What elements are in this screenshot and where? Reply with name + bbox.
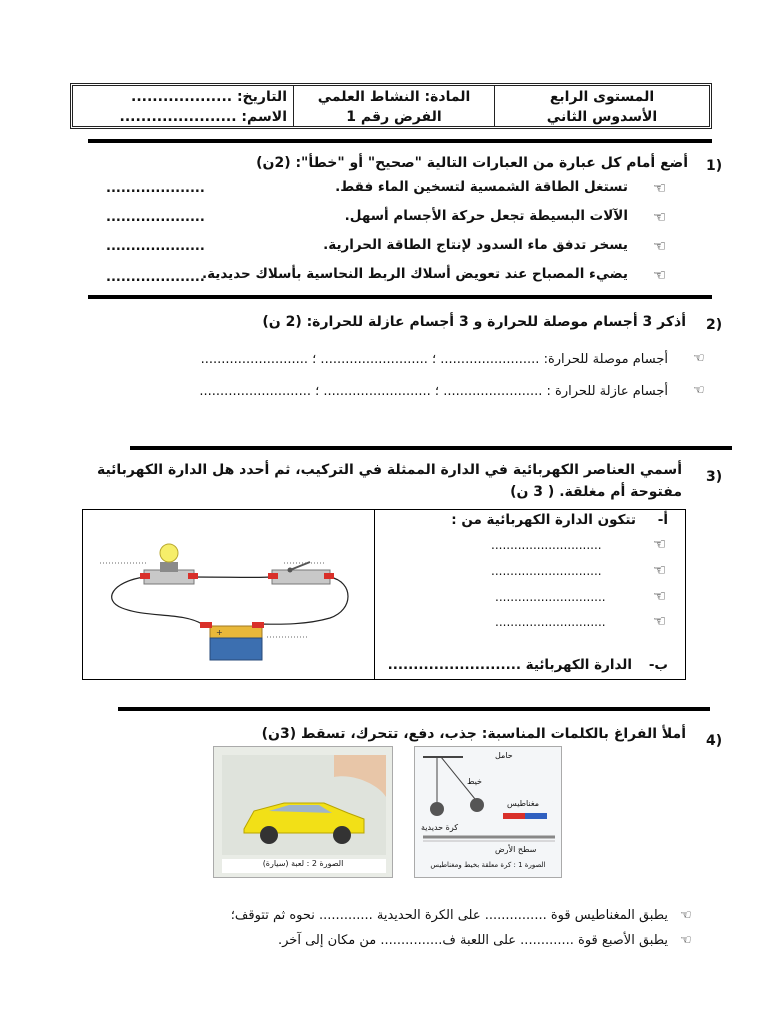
hand-pointer-icon: ☜ — [653, 208, 667, 226]
part-b-letter: ب- — [648, 657, 668, 673]
support-label: حامل — [495, 751, 513, 760]
part-a-letter: أ- — [657, 512, 668, 528]
statement-3: يسخر تدفق ماء السدود لإنتاج الطاقة الحرارية. — [323, 237, 628, 253]
question-1-number: 1) — [706, 158, 723, 174]
sentence-2: يطبق الأصبع قوة ............. على اللعبة ف............... من مكان إلى آخر. — [277, 933, 668, 948]
box-divider — [374, 509, 375, 680]
hand-pointer-icon: ☜ — [653, 561, 667, 579]
header-subject: المادة: النشاط العلمي — [317, 89, 471, 105]
hand-pointer-icon: ☜ — [653, 587, 667, 605]
hand-pointer-icon: ☜ — [653, 535, 667, 553]
answer-blank-3: .................... — [106, 239, 205, 254]
magnet-ball-photo — [414, 746, 562, 878]
hand-pointer-icon: ☜ — [653, 237, 667, 255]
answer-blank-1: .................... — [106, 181, 205, 196]
magnet-photo-caption: الصورة 1 : كرة معلقة بخيط ومغناطيس — [430, 861, 546, 869]
car-toy-photo — [213, 746, 393, 878]
element-blank-2: ............................. — [491, 564, 602, 578]
ball-label: كرة حديدية — [421, 823, 459, 832]
hand-pointer-icon: ☜ — [693, 383, 705, 398]
separator-line — [88, 139, 712, 143]
insulators-line: أجسام عازلة للحرارة : ........................ ؛ .......................... ؛ ........................... — [199, 384, 668, 399]
question-4-number: 4) — [706, 733, 723, 749]
header-level: المستوى الرابع — [549, 89, 655, 105]
header-table — [70, 83, 712, 129]
hand-pointer-icon: ☜ — [653, 266, 667, 284]
separator-line — [88, 295, 712, 299]
element-blank-3: ............................. — [495, 590, 606, 604]
header-date-cell — [73, 86, 293, 126]
name-field: الاسم: ...................... — [119, 109, 287, 125]
question-2-number: 2) — [706, 317, 723, 333]
statement-4: يضيء المصباح عند تعويض أسلاك الربط النحاسية بأسلاك حديدية. — [201, 266, 628, 282]
question-3-prompt-line1: أسمي العناصر الكهربائية في الدارة الممثلة في التركيب، ثم أحدد هل الدارة الكهربائية — [96, 462, 682, 478]
part-b-text: الدارة الكهربائية .......................... — [387, 657, 632, 673]
part-a-label: تتكون الدارة الكهربائية من : — [451, 512, 636, 528]
header-level-cell — [495, 86, 709, 126]
answer-blank-2: .................... — [106, 210, 205, 225]
lamp-icon — [140, 544, 198, 584]
hand-pointer-icon: ☜ — [680, 908, 692, 923]
hand-pointer-icon: ☜ — [680, 933, 692, 948]
hand-pointer-icon: ☜ — [693, 351, 705, 366]
header-divider — [494, 86, 495, 126]
element-blank-1: ............................. — [491, 538, 602, 552]
date-field: التاريخ: ................... — [131, 89, 287, 105]
question-4-prompt: أملأ الفراغ بالكلمات المناسبة: جذب، دفع، تتحرك، تسقط (3ن) — [261, 726, 686, 742]
question-2-prompt: أذكر 3 أجسام موصلة للحرارة و 3 أجسام عازلة للحرارة: (2 ن) — [262, 314, 686, 330]
hand-pointer-icon: ☜ — [653, 612, 667, 630]
question-1-prompt: أضع أمام كل عبارة من العبارات التالية "صحيح" أو "خطأ": (2ن) — [256, 155, 688, 171]
separator-line — [118, 707, 710, 711]
statement-1: تستغل الطاقة الشمسية لتسخين الماء فقط. — [335, 179, 628, 195]
ground-label: سطح الأرض — [495, 845, 537, 854]
bulb — [160, 544, 178, 562]
element-blank-4: ............................. — [495, 615, 606, 629]
battery-icon — [200, 622, 264, 660]
separator-line — [130, 446, 732, 450]
sentence-1: يطبق المغناطيس قوة ............... على الكرة الحديدية ............. نحوه ثم تتوقف؛ — [230, 908, 668, 923]
switch-icon — [268, 562, 334, 584]
conductors-line: أجسام موصلة للحرارة: ........................ ؛ .......................... ؛ .......................... — [200, 352, 668, 367]
hand-pointer-icon: ☜ — [653, 179, 667, 197]
header-test-number: الفرض رقم 1 — [346, 109, 442, 125]
magnet-illustration — [415, 747, 562, 878]
car-photo-caption: الصورة 2 : لعبة (سيارة) — [262, 859, 344, 868]
header-semester: الأسدوس الثاني — [546, 109, 658, 125]
answer-blank-4: .................... — [106, 270, 205, 285]
string-label: خيط — [467, 777, 482, 786]
circuit-diagram — [92, 540, 362, 670]
question-3-number: 3) — [706, 469, 723, 485]
magnet-label: مغناطيس — [507, 799, 539, 808]
header-subject-cell — [294, 86, 494, 126]
statement-2: الآلات البسيطة تجعل حركة الأجسام أسهل. — [344, 208, 628, 224]
svg-text:+: + — [216, 628, 223, 637]
header-divider — [293, 86, 294, 126]
question-3-prompt-line2: مفتوحة أم مغلقة. ( 3 ن) — [510, 484, 682, 500]
